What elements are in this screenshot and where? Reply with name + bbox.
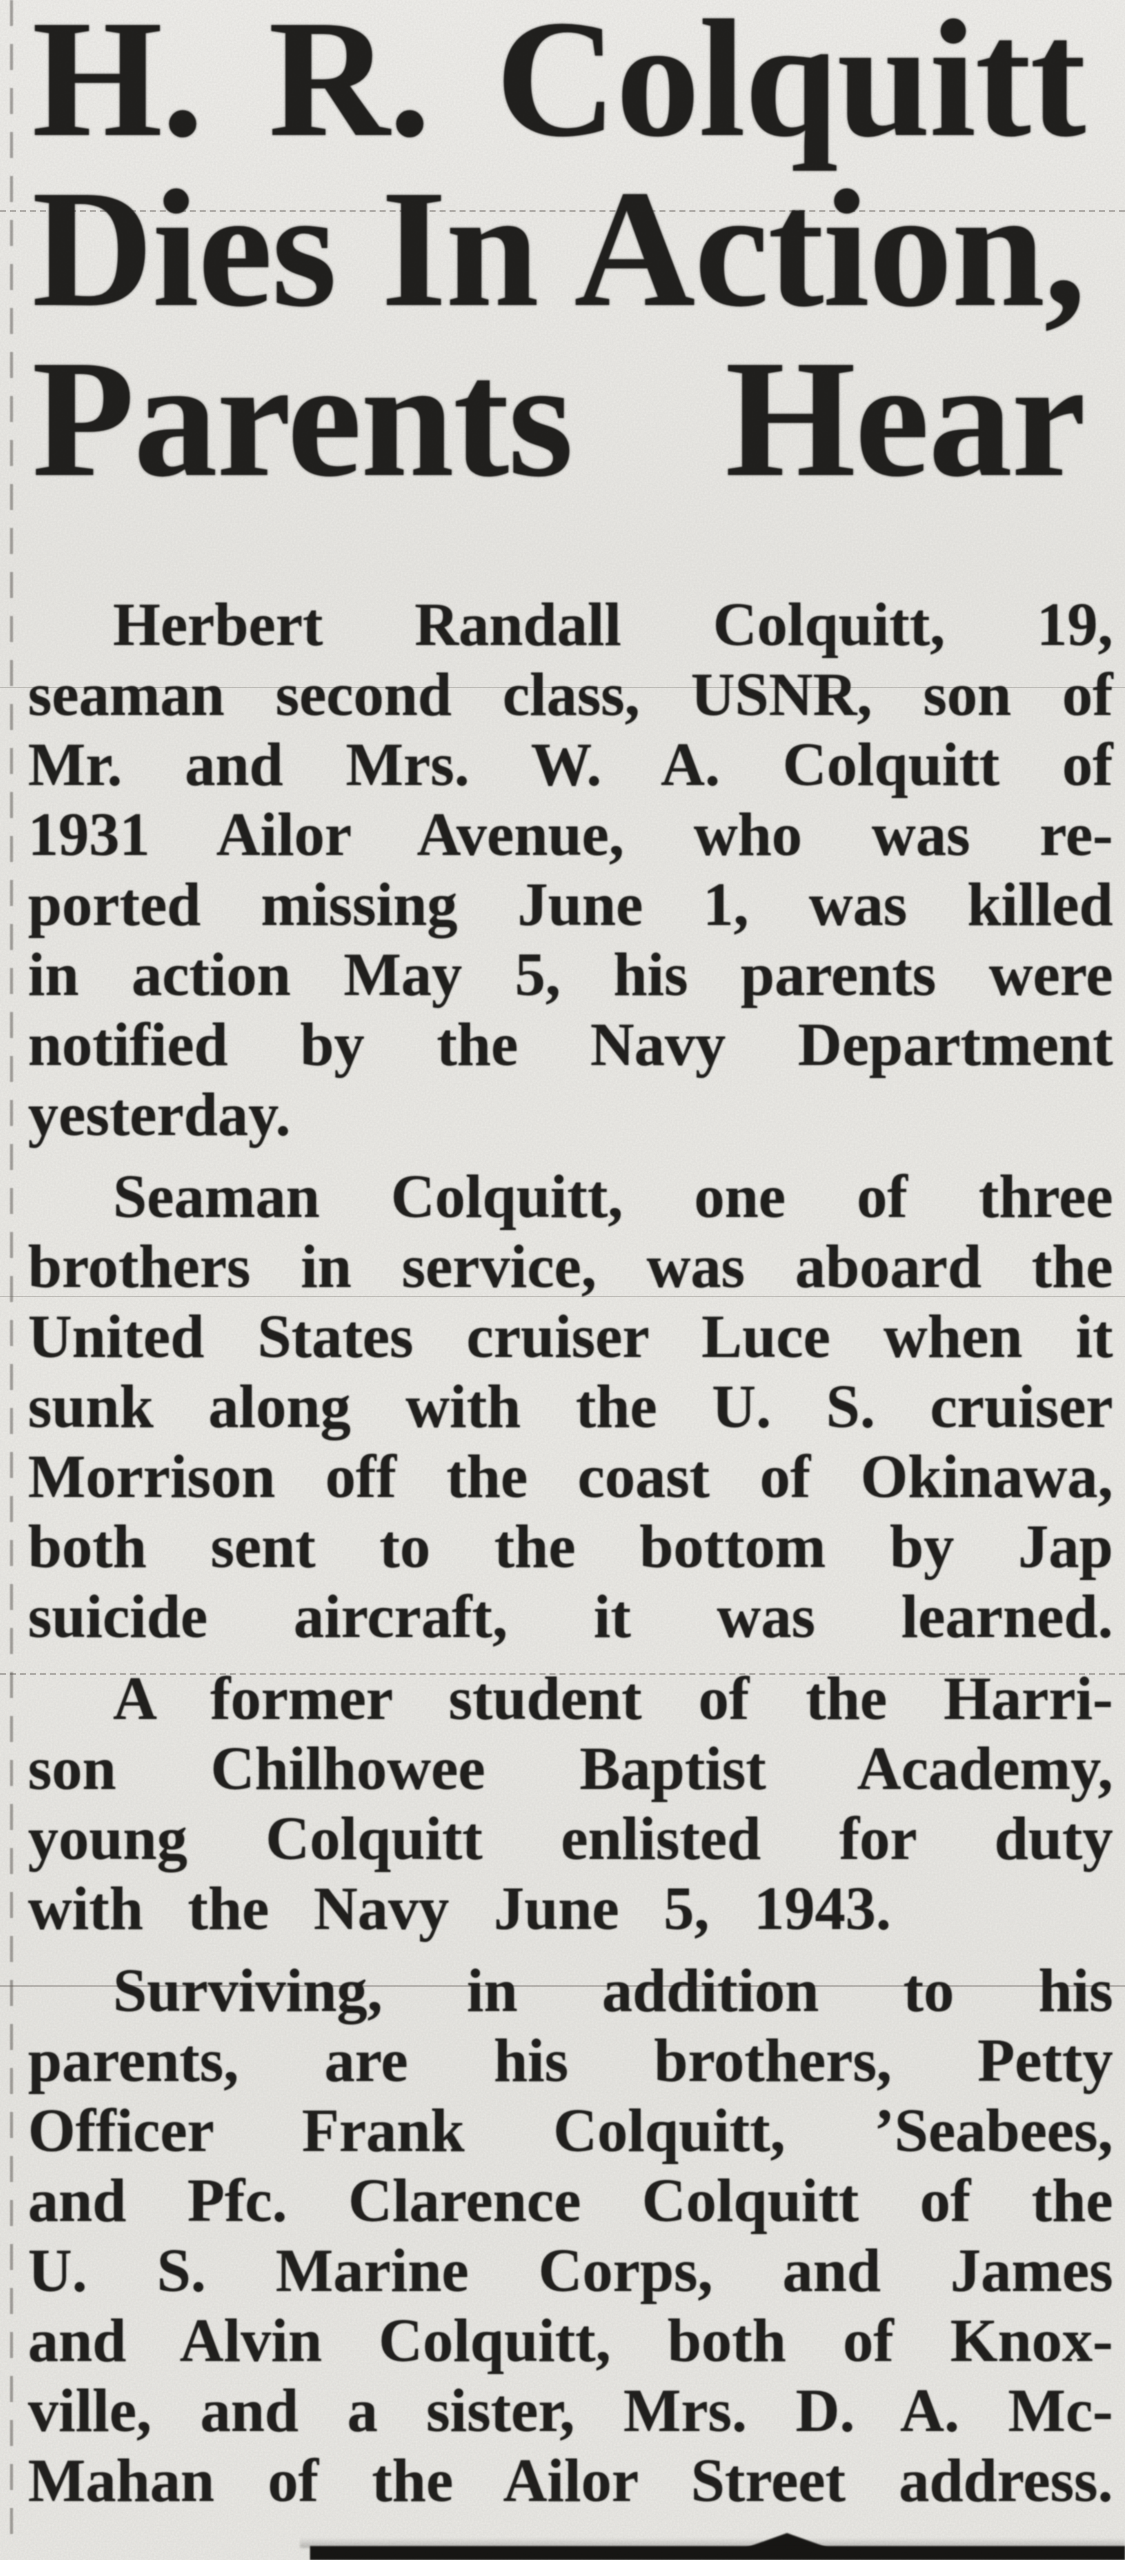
body-line: with the Navy June 5, 1943. (28, 1876, 892, 1943)
headline-line-1: H. R. Colquitt (32, 0, 1085, 172)
body-line: both sent to the bottom by Jap (28, 1514, 1113, 1581)
body-line: parents, are his brothers, Petty (28, 2028, 1113, 2095)
body-line: Surviving, in addition to his (113, 1958, 1113, 2025)
body-line: Officer Frank Colquitt, ’Seabees, (28, 2098, 1113, 2165)
body-line: Mr. and Mrs. W. A. Colquitt of (28, 732, 1113, 799)
body-line: ported missing June 1, was killed (28, 872, 1113, 939)
headline-line-3: Parents Hear (32, 326, 1085, 512)
body-line: seaman second class, USNR, son of (28, 662, 1113, 729)
body-line: and Alvin Colquitt, both of Knox- (28, 2308, 1113, 2375)
body-line: notified by the Navy Department (28, 1012, 1113, 1079)
body-line: sunk along with the U. S. cruiser (28, 1374, 1113, 1441)
body-line: United States cruiser Luce when it (28, 1304, 1113, 1371)
paragraph-2 (28, 1163, 1113, 1653)
headline (32, 0, 1085, 512)
body-line: Morrison off the coast of Okinawa, (28, 1444, 1113, 1511)
body-line: suicide aircraft, it was learned. (28, 1584, 1113, 1651)
body-line: U. S. Marine Corps, and James (28, 2238, 1113, 2305)
article-body (28, 591, 1113, 2517)
body-line: and Pfc. Clarence Colquitt of the (28, 2168, 1113, 2235)
headline-line-2: Dies In Action, (32, 156, 1085, 342)
body-line: in action May 5, his parents were (28, 942, 1113, 1009)
body-line: young Colquitt enlisted for duty (28, 1806, 1113, 1873)
paragraph-1 (28, 591, 1113, 1151)
body-line: Herbert Randall Colquitt, 19, (113, 592, 1113, 659)
body-line: Seaman Colquitt, one of three (113, 1164, 1113, 1231)
body-line: ville, and a sister, Mrs. D. A. Mc- (28, 2378, 1113, 2445)
next-clipping-edge (310, 2546, 1125, 2560)
column-rule-left (10, 0, 13, 2540)
body-line: brothers in service, was aboard the (28, 1234, 1113, 1301)
paragraph-3 (28, 1665, 1113, 1945)
paragraph-4 (28, 1957, 1113, 2517)
body-line: A former student of the Harri- (113, 1666, 1113, 1733)
body-line: son Chilhowee Baptist Academy, (28, 1736, 1113, 1803)
body-line: Mahan of the Ailor Street address. (28, 2448, 1113, 2515)
body-line: yesterday. (28, 1082, 291, 1149)
body-line: 1931 Ailor Avenue, who was re- (28, 802, 1113, 869)
